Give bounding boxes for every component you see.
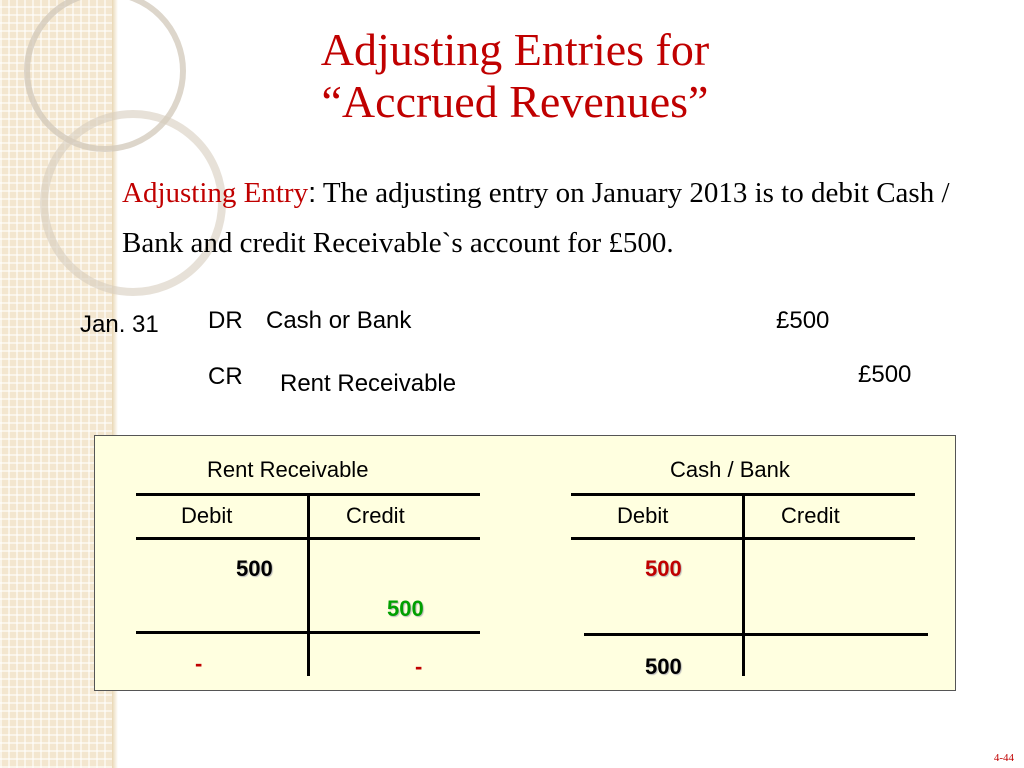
- journal-credit-code: CR: [208, 363, 243, 390]
- rent-receivable-debit-entry: 500: [236, 556, 273, 581]
- journal-date: Jan. 31: [80, 311, 159, 338]
- intro-text: The adjusting entry on January 2013 is to debit Cash / Bank and credit Receivable`s account for £500.: [122, 177, 950, 259]
- rent-receivable-credit-header: Credit: [346, 503, 405, 528]
- rent-receivable-debit-header: Debit: [181, 503, 233, 528]
- rent-receivable-divider: [307, 493, 310, 676]
- cash-bank-total-rule: [584, 633, 928, 636]
- cash-bank-title: Cash / Bank: [670, 457, 790, 482]
- rent-receivable-debit-balance: -: [195, 651, 203, 676]
- rent-receivable-credit-entry: 500: [387, 596, 424, 621]
- journal-credit-amount: £500: [858, 361, 912, 388]
- intro-colon: :: [308, 177, 317, 209]
- title-line-1: Adjusting Entries for: [320, 24, 710, 75]
- slide-title: [150, 24, 880, 128]
- rent-receivable-title: Rent Receivable: [207, 457, 369, 482]
- journal-debit-amount: £500: [776, 307, 830, 334]
- journal-credit-account: Rent Receivable: [280, 370, 457, 397]
- intro-paragraph: [122, 168, 992, 268]
- rent-receivable-credit-balance: -: [415, 654, 423, 679]
- cash-bank-credit-header: Credit: [781, 503, 840, 528]
- page-number: 4-44: [993, 752, 1014, 764]
- title-line-2: “Accrued Revenues”: [321, 76, 709, 127]
- rent-receivable-total-rule: [136, 631, 480, 634]
- ledger-t-accounts: [94, 435, 956, 691]
- cash-bank-divider: [742, 493, 745, 676]
- cash-bank-debit-entry: 500: [645, 556, 682, 581]
- intro-lead: Adjusting Entry: [122, 177, 309, 209]
- journal-debit-code: DR: [208, 307, 243, 334]
- cash-bank-debit-balance: 500: [645, 654, 682, 679]
- journal-debit-account: Cash or Bank: [266, 307, 412, 334]
- cash-bank-debit-header: Debit: [617, 503, 669, 528]
